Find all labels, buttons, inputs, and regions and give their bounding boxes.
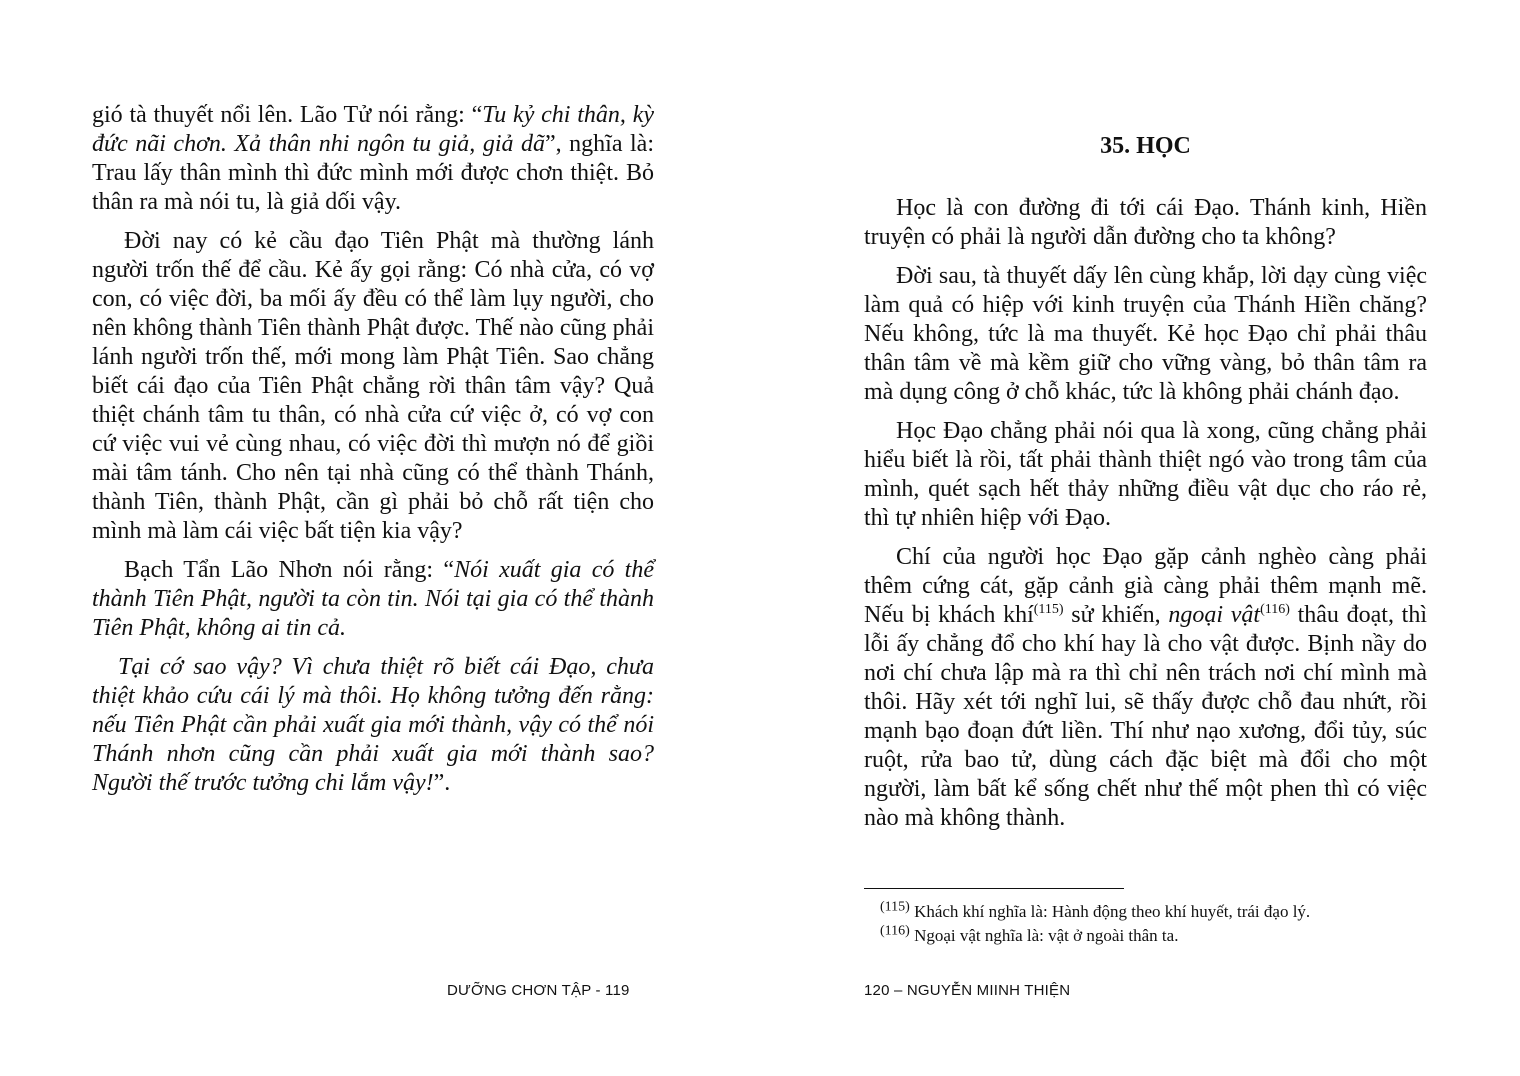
paragraph bbox=[864, 262, 1427, 407]
text-run: thâu đoạt, thì lỗi ấy chẳng đổ cho khí hay là cho vật được. Bịnh nầy do nơi chí chưa lập mà ra thì chỉ nên trách nơi chí mình mà thôi. Hãy xét tới nghĩ lui, sẽ thấy được chỗ đau nhứt, rồi mạnh bạo đoạn đứt liền. Thí như nạo xương, đổi tủy, súc ruột, rửa bao tử, dùng cách đặc biệt mà đổi cho một người, làm bất kể sống chết như thế một phen thì có việc nào mà không thành. bbox=[864, 602, 1427, 831]
footnote-text: Khách khí nghĩa là: Hành động theo khí huyết, trái đạo lý. bbox=[909, 902, 1311, 921]
footnote-divider bbox=[864, 888, 1124, 889]
text-run: Bạch Tẩn Lão Nhơn nói rằng: “ bbox=[124, 557, 455, 583]
text-run: Học là con đường đi tới cái Đạo. Thánh kinh, Hiền truyện có phải là người dẫn đường cho ta không? bbox=[864, 195, 1427, 250]
text-run: ngoại vật bbox=[1168, 602, 1261, 628]
text-run: Tại cớ sao vậy? Vì chưa thiệt rõ biết cái Đạo, chưa thiệt khảo cứu cái lý mà thôi. Họ không tưởng đến rằng: nếu Tiên Phật cần phải xuất gia mới thành, vậy có thể nói Thánh nhơn cũng cần phải xuất gia mới thành sao? Người thế trước tưởng chi lắm vậy! bbox=[92, 654, 654, 796]
text-run: Tu kỷ chi thân, kỳ đức nãi chơn. Xả thân nhi ngôn tu giả, giả dã bbox=[92, 102, 654, 157]
paragraph bbox=[92, 556, 654, 643]
footnote-reference: (116) bbox=[1260, 602, 1290, 617]
paragraph bbox=[864, 194, 1427, 252]
paragraph bbox=[92, 227, 654, 546]
right-page-text bbox=[864, 194, 1427, 843]
left-page bbox=[92, 0, 654, 1076]
text-run: gió tà thuyết nổi lên. Lão Tử nói rằng: “ bbox=[92, 102, 483, 128]
page-footer: 120 – NGUYỄN MIINH THIỆN bbox=[864, 982, 1071, 999]
footnote-mark: (115) bbox=[880, 899, 910, 915]
footnote-mark: (116) bbox=[880, 923, 910, 939]
text-run: Chí của người học Đạo gặp cảnh nghèo càng phải thêm cứng cát, gặp cảnh già càng phải thêm mạnh mẽ. Nếu bị khách khí bbox=[864, 544, 1427, 628]
text-run: Đời nay có kẻ cầu đạo Tiên Phật mà thường lánh người trốn thế để cầu. Kẻ ấy gọi rằng: Có nhà cửa, có vợ con, có việc đời, ba mối ấy đều có thể làm lụy người, cho nên không thành Tiên thành Phật được. Thế nào cũng phải lánh người trốn thế, mới mong làm Phật Tiên. Sao chẳng biết cái đạo của Tiên Phật chẳng rời thân tâm vậy? Quả thiệt chánh tâm tu thân, có nhà cửa cứ việc ở, có vợ con cứ việc vui vẻ cùng nhau, có việc đời thì mượn nó để giồi mài tâm tánh. Cho nên tại nhà cũng có thể thành Thánh, thành Tiên, thành Phật, cần gì phải bỏ chỗ rất tiện cho mình mà làm cái việc bất tiện kia vậy? bbox=[92, 228, 654, 544]
text-run: sử khiến, bbox=[1063, 602, 1169, 628]
text-run: Học Đạo chẳng phải nói qua là xong, cũng chẳng phải hiểu biết là rồi, tất phải thành thiệt ngó vào trong tâm của mình, quét sạch hết thảy những điều vật dục cho ráo rẻ, thì tự nhiên hiệp với Đạo. bbox=[864, 418, 1427, 531]
text-run: ”, nghĩa là: Trau lấy thân mình thì đức mình mới được chơn thiệt. Bỏ thân ra mà nói tu, là giả dối vậy. bbox=[92, 131, 655, 215]
left-page-text bbox=[92, 101, 654, 808]
text-run: Nói xuất gia có thể thành Tiên Phật, người ta còn tin. Nói tại gia có thể thành Tiên Phật, không ai tin cả. bbox=[92, 557, 654, 641]
paragraph bbox=[864, 417, 1427, 533]
footnote-reference: (115) bbox=[1033, 602, 1064, 617]
right-page bbox=[864, 0, 1427, 1076]
text-run: Đời sau, tà thuyết dấy lên cùng khắp, lời dạy cùng việc làm quả có hiệp với kinh truyện của Thánh Hiền chăng? Nếu không, tức là ma thuyết. Kẻ học Đạo chỉ phải thâu thân tâm về mà kềm giữ cho vững vàng, bỏ thân tâm ra mà dụng công ở chỗ khác, tức là không phải chánh đạo. bbox=[864, 263, 1427, 405]
chapter-title: 35. HỌC bbox=[1100, 133, 1191, 159]
footnote bbox=[880, 901, 1427, 923]
paragraph bbox=[92, 653, 654, 798]
paragraph bbox=[864, 543, 1427, 833]
footnote-text: Ngoại vật nghĩa là: vật ở ngoài thân ta. bbox=[909, 926, 1179, 945]
paragraph bbox=[92, 101, 654, 217]
page-footer: DƯỠNG CHƠN TẬP - 119 bbox=[447, 982, 630, 999]
text-run: ”. bbox=[433, 770, 451, 796]
footnote bbox=[880, 925, 1427, 947]
